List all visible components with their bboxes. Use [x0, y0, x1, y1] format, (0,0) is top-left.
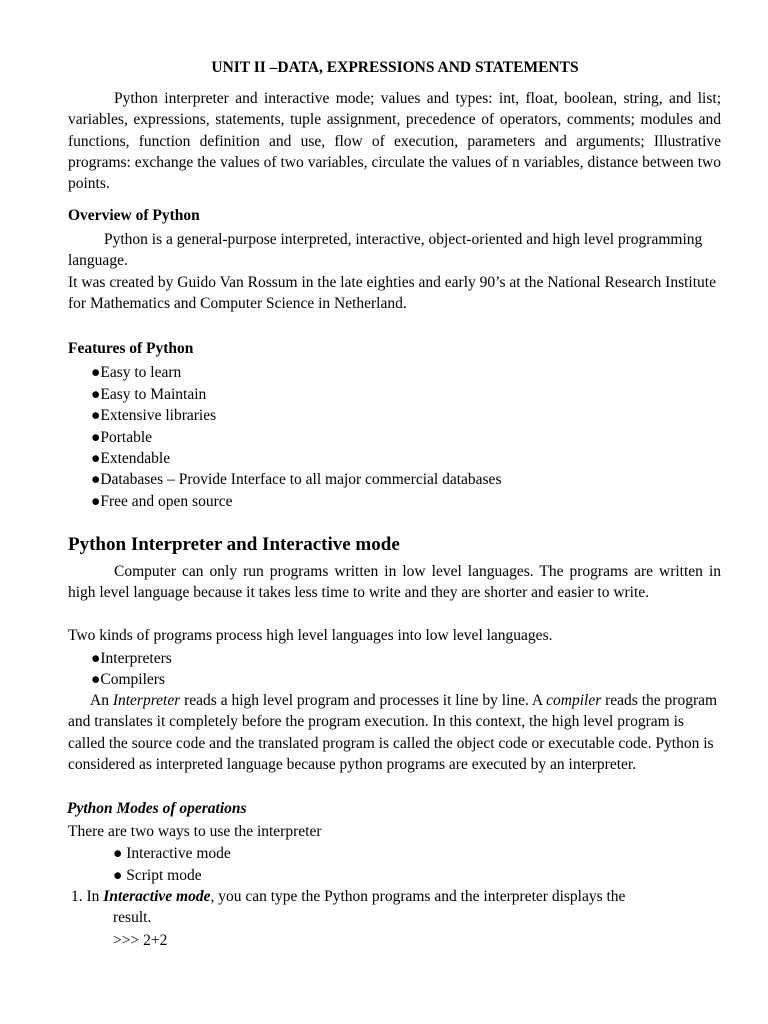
overview-paragraph-2: It was created by Guido Van Rossum in the late eighties and early 90’s at the National Research Institute for Mathematics and Computer Science in Netherland. — [68, 274, 716, 313]
feature-item: ●Extendable — [91, 450, 171, 467]
feature-item: ●Free and open source — [91, 493, 233, 510]
modes-intro: There are two ways to use the interpreter — [68, 823, 322, 840]
interpreter-heading: Python Interpreter and Interactive mode — [68, 534, 400, 555]
feature-item: ●Easy to Maintain — [91, 386, 207, 403]
interpreter-p3-text-b: reads a high level program and processes it line by line. A — [180, 692, 547, 709]
intro-paragraph: Python interpreter and interactive mode; values and types: int, float, boolean, string, and list; variables, expressions, statements, tuple assignment, precedence of operators, comments; modules and functions, function definition and use, flow of execution, parameters and arguments; Illustrative programs: exchange the values of two variables, circulate the values of n variables, distance between two points. — [68, 90, 721, 193]
interpreter-term: Interpreter — [112, 692, 181, 709]
interpreter-p3-text-c: reads the program and translates it completely before the program execution. In this context, the high level program is called the source code and the translated program is called the object code or executable code. Python is considered as interpreted language because python programs are executed by an interpreter. — [68, 692, 718, 773]
modes-heading: Python Modes of operations — [67, 800, 247, 817]
interpreter-paragraph-1: Computer can only run programs written in low level languages. The programs are written in high level language because it takes less time to write and they are shorter and easier to write. — [68, 563, 721, 602]
page-title: UNIT II –DATA, EXPRESSIONS AND STATEMENTS — [211, 59, 579, 76]
mode-item: ● Interactive mode — [113, 845, 231, 862]
numbered-item-prefix: 1. In — [71, 888, 104, 905]
interactive-mode-term: Interactive mode — [103, 888, 211, 905]
code-example: >>> 2+2 — [113, 932, 168, 949]
interpreter-p3-text-a: An — [90, 692, 113, 709]
features-heading: Features of Python — [68, 340, 194, 357]
numbered-item-text: , you can type the Python programs and the interpreter displays the — [210, 888, 626, 905]
numbered-item-continuation: result. — [113, 909, 152, 926]
interpreter-paragraph-3 — [68, 690, 721, 775]
mode-item: ● Script mode — [113, 867, 202, 884]
feature-item: ●Portable — [91, 429, 153, 446]
feature-item: ●Extensive libraries — [91, 407, 217, 424]
interpreter-list-item: ●Compilers — [91, 671, 165, 688]
compiler-term: compiler — [546, 692, 602, 709]
overview-paragraph-1: Python is a general-purpose interpreted, interactive, object-oriented and high level programming language. — [68, 231, 703, 270]
overview-heading: Overview of Python — [68, 207, 200, 224]
feature-item: ●Easy to learn — [91, 364, 182, 381]
interpreter-list-item: ●Interpreters — [91, 650, 172, 667]
numbered-item-1 — [71, 886, 731, 907]
feature-item: ●Databases – Provide Interface to all major commercial databases — [91, 471, 502, 488]
interpreter-paragraph-2: Two kinds of programs process high level languages into low level languages. — [68, 627, 553, 644]
